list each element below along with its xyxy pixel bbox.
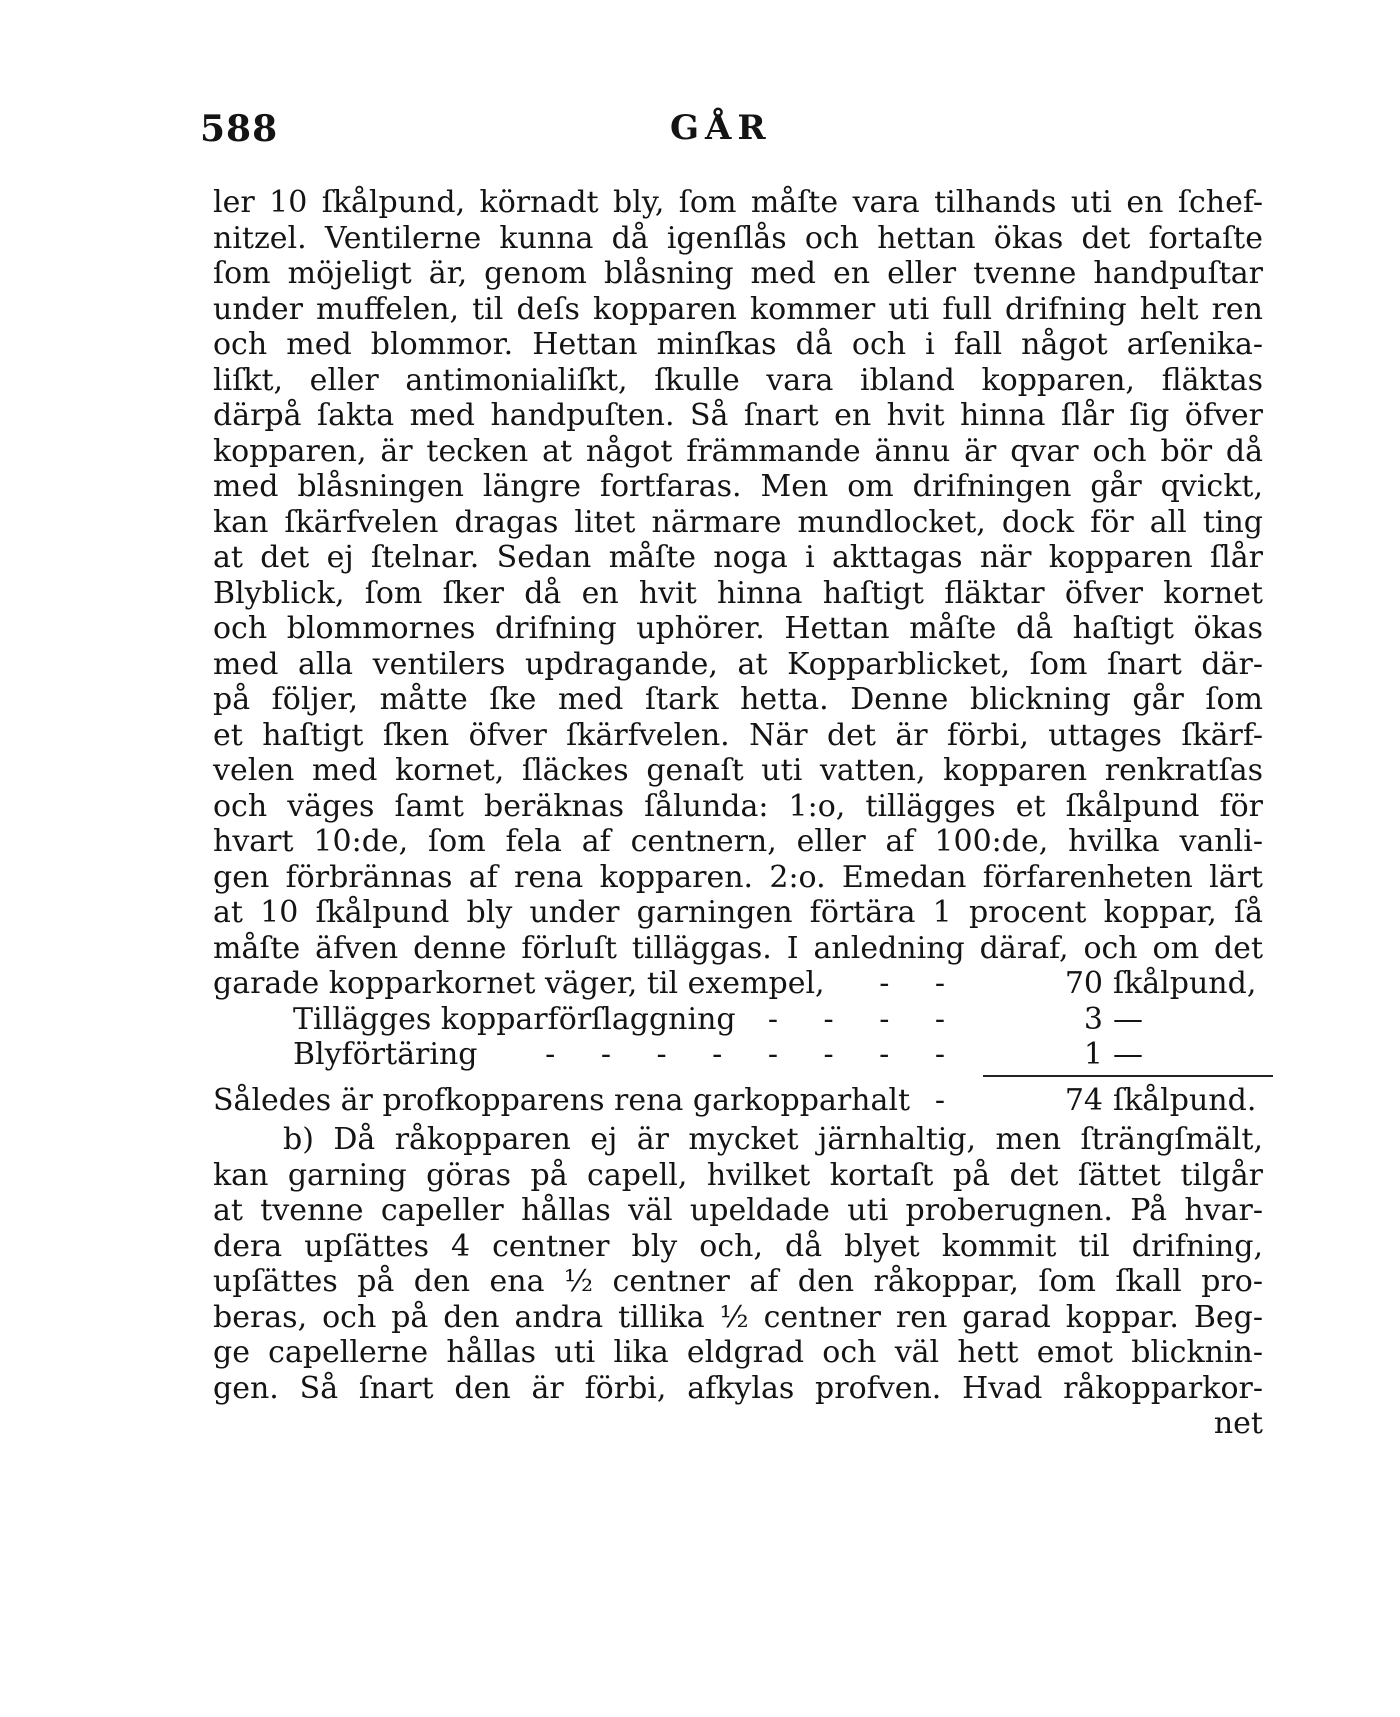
calc-row-lead-loss [213,1037,1263,1073]
text-line: nitzel. Ventilerne kunna då igenſlås och hettan ökas det fortaſte [213,220,1263,256]
text-line: och med blommor. Hettan minſkas då och i fall något arſenika- [213,327,1263,362]
text-line: gen förbrännas af rena kopparen. 2:o. Emedan förfarenheten lärt [213,859,1263,895]
page-header [200,108,1260,158]
text-line: gen. Så ſnart den är förbi, afkylas profven. Hvad råkopparkor- [213,1370,1263,1406]
calc-value: 70 [1064,966,1103,1001]
text-line: dera upſättes 4 centner bly och, då blyet kommit til drifning, [213,1228,1263,1264]
calculation-table [213,966,1263,1118]
calc-leader-dots: - - [879,966,963,1001]
calc-row-intro [213,966,1263,1002]
text-line: under muffelen, til deſs kopparen kommer uti full drifning helt ren [213,291,1263,327]
calc-leader-dots: - [934,1082,963,1118]
catchword: net [1213,1406,1263,1441]
text-line: ge capellerne hållas uti lika eldgrad och väl hett emot blicknin- [213,1335,1263,1370]
text-line: med blåsningen längre fortfaras. Men om drifningen går qvickt, [213,469,1263,504]
calc-total-value: 74 [1064,1082,1103,1118]
paragraph-1 [213,185,1263,966]
text-line: ler 10 ſkålpund, körnadt bly, ſom måſte vara tilhands uti en ſchef- [213,185,1263,220]
text-line: et haſtigt ſken öfver ſkärfvelen. När det är förbi, uttages ſkärf- [213,717,1263,753]
text-line: med alla ventilers updragande, at Kopparblicket, ſom ſnart där- [213,646,1263,682]
text-line: måſte äfven denne förluſt tilläggas. I anledning däraf, och om det [213,930,1263,966]
text-line: beras, och på den andra tillika ½ centner ren garad koppar. Beg- [213,1299,1263,1335]
text-line: Blyblick, ſom ſker då en hvit hinna haſtigt fläktar öfver kornet [213,575,1263,611]
calc-total-label: Således är profkopparens rena garkopparhalt [213,1082,911,1118]
text-line: kan ſkärfvelen dragas litet närmare mundlocket, dock för all ting [213,504,1263,540]
text-line: upſättes på den ena ½ centner af den råkoppar, ſom ſkall pro- [213,1264,1263,1299]
text-line: därpå ſakta med handpuſten. Så ſnart en hvit hinna ſlår ſig öfver [213,398,1263,433]
text-line: at 10 ſkålpund bly under garningen förtära 1 procent koppar, ſå [213,895,1263,930]
running-head: GÅR [670,108,772,148]
text-line: ſom möjeligt är, genom blåsning med en eller tvenne handpuſtar [213,256,1263,291]
calc-value: 3 [1083,1001,1103,1037]
calc-leader-dots: - - - - [767,1001,963,1037]
text-line: hvart 10:de, ſom fela af centnern, eller af 100:de, hvilka vanli- [213,824,1263,859]
text-line: kan garning göras på capell, hvilket kortaſt på det ſättet tilgår [213,1157,1263,1193]
text-line: velen med kornet, ſläckes genaſt uti vatten, kopparen renkratſas [213,753,1263,788]
calc-unit: ſkålpund. [1113,1082,1257,1118]
calc-label: Tillägges kopparförſlaggning [293,1001,736,1037]
text-line: på följer, måtte ſke med ſtark hetta. Denne blickning går ſom [213,682,1263,717]
body-text [213,185,1263,1442]
text-line: kopparen, är tecken at något främmande ännu är qvar och bör då [213,433,1263,469]
text-line: at tvenne capeller hållas väl upeldade uti proberugnen. På hvar- [213,1193,1263,1228]
calc-row-total [213,1083,1263,1119]
calc-unit: — [1113,1001,1143,1037]
page-number: 588 [200,108,279,150]
sum-rule [213,1073,1263,1083]
text-line: och väges ſamt beräknas ſålunda: 1:o, tillägges et ſkålpund för [213,788,1263,824]
calc-row-slag [213,1002,1263,1038]
text-line: och blommornes drifning uphörer. Hettan måſte då haſtigt ökas [213,611,1263,646]
calc-leader-dots: - - - - - - - - [545,1037,963,1072]
paragraph-2 [213,1122,1263,1442]
calc-unit: — [1113,1037,1143,1072]
sum-rule-line [983,1075,1273,1077]
calc-unit: ſkålpund, [1113,966,1257,1001]
text-line: b) Då råkopparen ej är mycket järnhaltig, men ſträngſmält, [283,1122,1263,1157]
text-line: at det ej ſtelnar. Sedan måſte noga i akttagas när kopparen ſlår [213,540,1263,575]
calc-label: garade kopparkornet väger, til exempel, [213,966,825,1001]
calc-label: Blyförtäring [293,1037,478,1072]
text-line: liſkt, eller antimonialiſkt, ſkulle vara ibland kopparen, fläktas [213,362,1263,398]
calc-value: 1 [1083,1037,1103,1072]
